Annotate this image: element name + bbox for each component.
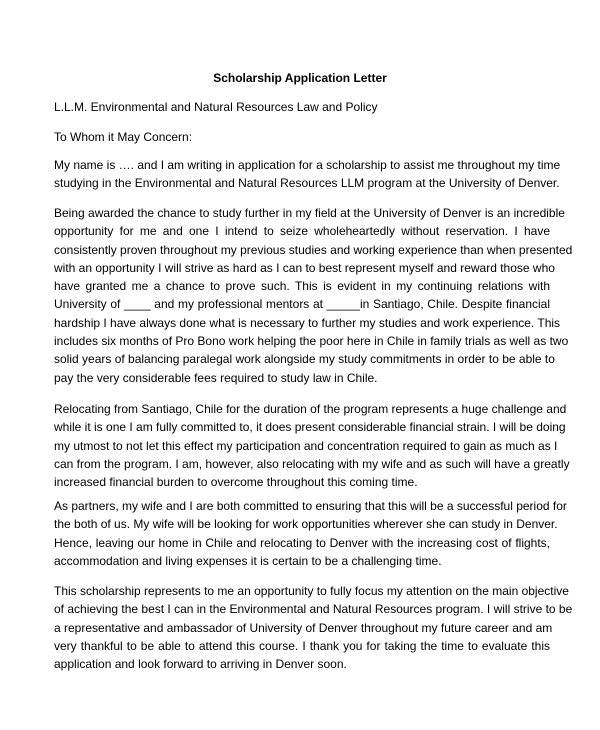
paragraph-line: This scholarship represents to me an opportunity to fully focus my attention on the main objective <box>54 584 569 598</box>
paragraph-line: My name is …. and I am writing in application for a scholarship to assist me throughout my time <box>54 158 561 172</box>
paragraph-line: hardship I have always done what is necessary to further my studies and work experience. This <box>54 315 561 330</box>
paragraph-line: a representative and ambassador of University of Denver throughout my future career and am <box>54 620 553 635</box>
paragraph-line: includes six months of Pro Bono work helping the poor here in Chile in family trials as well as two <box>54 334 569 349</box>
paragraph-line: As partners, my wife and I are both committed to ensuring that this will be a successful period for <box>54 499 567 513</box>
paragraph-line: with an opportunity I will strive as hard as I can to best represent myself and reward those who <box>54 260 555 275</box>
paragraph-line: accommodation and living expenses it is certain to be a challenging time. <box>54 553 442 568</box>
paragraph-line: University of ____ and my professional mentors at _____in Santiago, Chile. Despite financial <box>54 297 550 312</box>
paragraph-line: pay the very considerable fees required to study law in Chile. <box>54 370 378 385</box>
paragraph-line: while it is one I am fully committed to, it does present considerable financial strain. I will be doing <box>54 420 566 435</box>
paragraph-1 <box>54 156 561 193</box>
paragraph-line: have granted me a chance to prove such. This is evident in my continuing relations with <box>54 279 550 294</box>
paragraph-line: consistently proven throughout my previous studies and working experience than when presented <box>54 242 573 257</box>
paragraph-3 <box>54 400 570 491</box>
paragraph-line: of achieving the best I can in the Environmental and Natural Resources program. I will strive to be <box>54 602 573 617</box>
letter-title: Scholarship Application Letter <box>213 71 387 85</box>
paragraph-line: opportunity for me and one I intend to seize wholeheartedly without reservation. I have <box>54 224 550 239</box>
paragraph-2 <box>54 204 573 387</box>
paragraph-5 <box>54 582 573 673</box>
paragraph-line: the both of us. My wife will be looking for work opportunities wherever she can study in Denver. <box>54 517 558 532</box>
paragraph-line: application and look forward to arriving in Denver soon. <box>54 657 347 672</box>
letter-subtitle: L.L.M. Environmental and Natural Resources Law and Policy <box>54 100 378 114</box>
paragraph-line: very thankful to be able to attend this course. I thank you for taking the time to evaluate this <box>54 638 550 653</box>
paragraph-line: increased financial burden to overcome throughout this coming time. <box>54 475 418 490</box>
paragraph-line: my utmost to not let this effect my participation and concentration required to gain as much as I <box>54 438 558 453</box>
paragraph-line: Relocating from Santiago, Chile for the duration of the program represents a huge challenge and <box>54 402 567 416</box>
paragraph-line: studying in the Environmental and Natural Resources LLM program at the University of Denver. <box>54 176 560 191</box>
paragraph-line: Being awarded the chance to study further in my field at the University of Denver is an incredible <box>54 206 565 220</box>
paragraph-line: can from the program. I am, however, also relocating with my wife and as such will have a greatly <box>54 456 570 471</box>
paragraph-line: solid years of balancing paralegal work alongside my study commitments in order to be able to <box>54 352 555 367</box>
paragraph-line: Hence, leaving our home in Chile and relocating to Denver with the increasing cost of flights, <box>54 535 550 550</box>
letter-salutation: To Whom it May Concern: <box>54 130 193 144</box>
paragraph-4 <box>54 497 567 570</box>
